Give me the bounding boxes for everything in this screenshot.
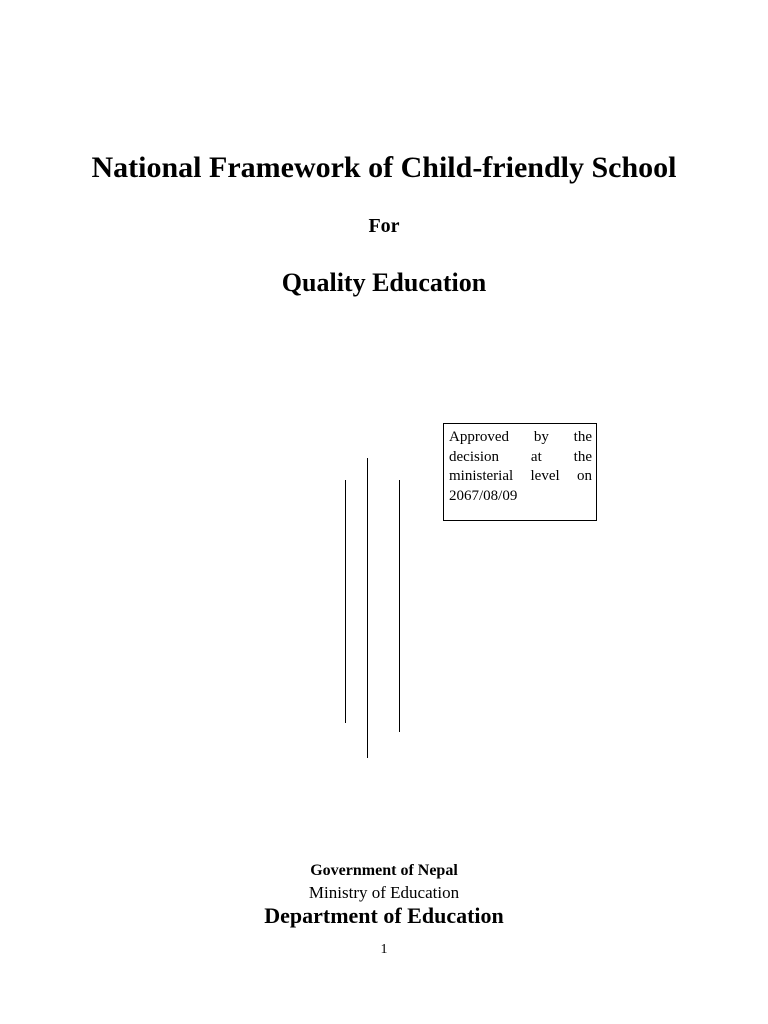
decorative-vertical-line-left [345,480,346,723]
document-title: National Framework of Child-friendly School [91,151,677,184]
document-subtitle: Quality Education [281,268,487,297]
approval-date: 2067/08/09 [449,487,518,504]
footer-department: Department of Education [264,903,504,928]
approval-note-line: Approved by the [449,429,592,445]
approval-note-line: decision at the [449,448,592,465]
footer-government: Government of Nepal [310,862,458,879]
page-number: 1 [380,942,388,957]
approval-note-line: ministerial level on [449,468,592,484]
for-connector: For [368,215,400,237]
decorative-vertical-line-right [399,480,400,732]
decorative-vertical-line-middle [367,458,368,758]
footer-ministry: Ministry of Education [308,883,460,902]
approval-note-box [443,423,597,521]
